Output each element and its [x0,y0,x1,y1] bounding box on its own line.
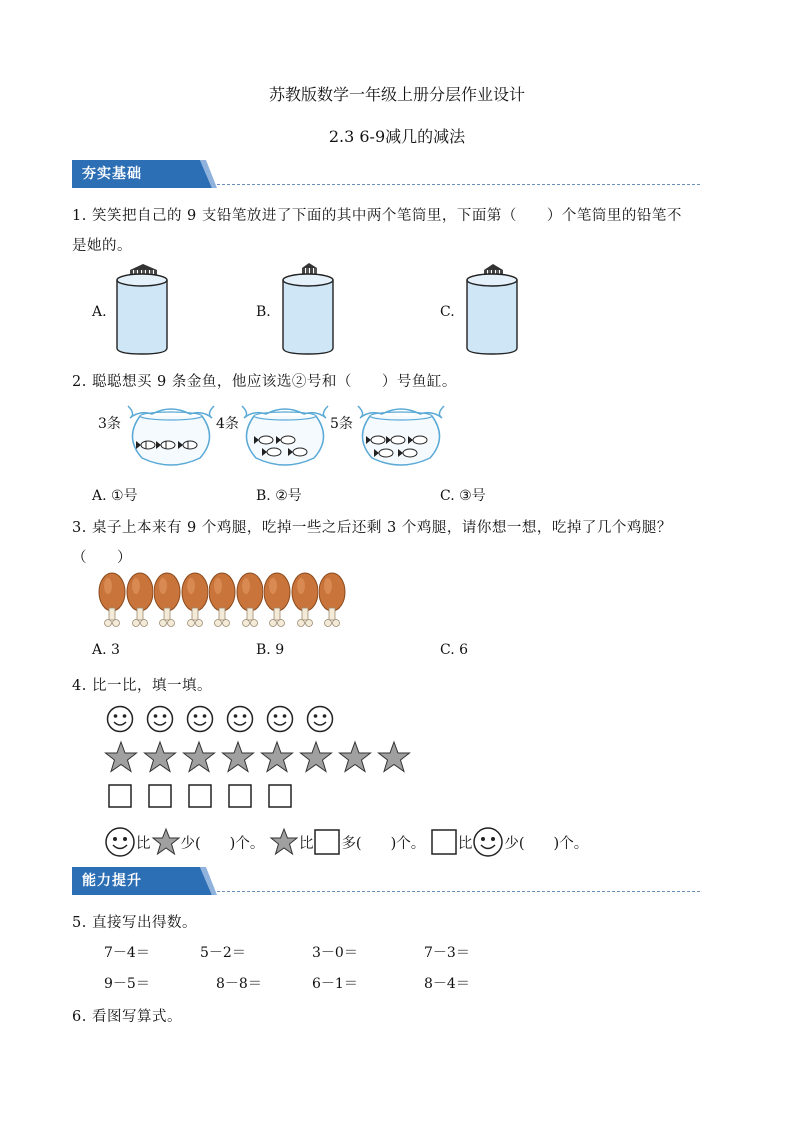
equation[interactable]: 3－0＝ [312,945,358,961]
section-divider [217,891,700,892]
bowl-label-1: 3条 [98,416,121,432]
pencil-cup-c [462,262,522,358]
q3-option-c[interactable]: C. 6 [440,642,469,658]
smiley-icon [266,705,298,733]
smiley-icon [104,826,136,858]
drumstick-icon [181,572,209,630]
fill-text-6[interactable]: 少( )个。 [504,835,589,852]
q1-option-a[interactable]: A. [92,304,107,320]
smiley-icon [186,705,218,733]
drumstick-row [98,572,346,630]
section-divider [217,184,700,185]
drumstick-icon [126,572,154,630]
fill-text-2[interactable]: 少( )个。 [180,835,265,852]
star-icon [221,740,260,776]
question-4-text: 4. 比一比，填一填。 [72,678,212,694]
drumstick-icon [208,572,236,630]
square-icon [108,784,148,810]
section-banner-basic [72,160,217,184]
smiley-icon [106,705,138,733]
star-icon [299,740,338,776]
smiley-row [106,705,346,733]
document-subtitle: 2.3 6-9减几的减法 [328,127,466,146]
equation[interactable]: 7－3＝ [424,945,470,961]
question-1-text-cont: 是她的。 [72,238,132,254]
square-icon [188,784,228,810]
smiley-icon [226,705,258,733]
q2-option-c[interactable]: C. ③号 [440,488,486,504]
q2-option-a[interactable]: A. ①号 [92,488,138,504]
square-icon [148,784,188,810]
equation[interactable]: 7－4＝ [104,945,150,961]
q1-option-b[interactable]: B. [256,304,271,320]
star-icon [143,740,182,776]
section-banner-advanced [72,867,217,891]
compare-fill-line [104,826,588,858]
star-icon [151,827,181,857]
star-icon [269,827,299,857]
square-icon [313,828,341,856]
q3-option-a[interactable]: A. 3 [92,642,120,658]
smiley-icon [472,826,504,858]
fill-text-3: 比 [298,835,314,852]
fish-bowl-1 [122,400,220,472]
document-title: 苏教版数学一年级上册分层作业设计 [268,85,525,104]
drumstick-icon [153,572,181,630]
star-icon [338,740,377,776]
drumstick-icon [263,572,291,630]
fish-bowl-2 [236,400,334,472]
fill-text-5: 比 [457,835,473,852]
fill-text-1: 比 [136,835,151,852]
question-5-text: 5. 直接写出得数。 [72,915,197,931]
bowl-label-2: 4条 [216,416,239,432]
q2-option-b[interactable]: B. ②号 [256,488,302,504]
smiley-icon [146,705,178,733]
star-icon [377,740,416,776]
fish-bowl-3 [352,400,450,472]
drumstick-icon [236,572,264,630]
equation[interactable]: 9－5＝ [104,976,150,992]
question-2-text: 2. 聪聪想买 9 条金鱼，他应该选②号和（ ）号鱼缸。 [72,374,457,390]
bowl-label-3: 5条 [330,416,353,432]
drumstick-icon [318,572,346,630]
square-icon [430,828,458,856]
question-6-text: 6. 看图写算式。 [72,1009,182,1025]
q1-option-c[interactable]: C. [440,304,455,320]
pencil-cup-a [112,262,172,358]
fill-text-4[interactable]: 多( )个。 [341,835,426,852]
section-title-basic: 夯实基础 [82,166,142,182]
question-1-text: 1. 笑笑把自己的 9 支铅笔放进了下面的其中两个笔筒里，下面第（ ）个笔筒里的铅笔不 [72,208,682,224]
drumstick-icon [291,572,319,630]
equation[interactable]: 8－4＝ [424,976,470,992]
section-title-advanced: 能力提升 [82,873,142,889]
drumstick-icon [98,572,126,630]
square-row [108,784,308,810]
smiley-icon [306,705,338,733]
equation[interactable]: 5－2＝ [200,945,246,961]
equation[interactable]: 6－1＝ [312,976,358,992]
question-3-blank: （ ） [72,550,132,566]
square-icon [268,784,308,810]
equation[interactable]: 8－8＝ [216,976,262,992]
star-icon [260,740,299,776]
pencil-cup-b [278,262,338,358]
square-icon [228,784,268,810]
star-row [104,740,416,776]
q3-option-b[interactable]: B. 9 [256,642,285,658]
star-icon [182,740,221,776]
star-icon [104,740,143,776]
question-3-text: 3. 桌子上本来有 9 个鸡腿，吃掉一些之后还剩 3 个鸡腿，请你想一想，吃掉了几个鸡腿？ [72,520,672,536]
